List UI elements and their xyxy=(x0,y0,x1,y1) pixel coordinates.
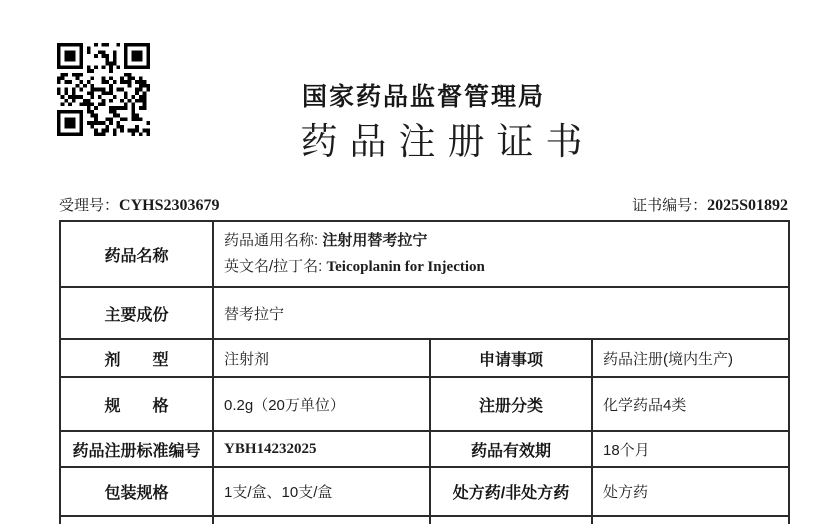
clipped-cell xyxy=(60,516,213,524)
table-row-dosage-form xyxy=(60,339,789,377)
acceptance-number-label: 受理号： xyxy=(59,197,120,214)
field-value-package-spec: 1支/盒、10支/盒 xyxy=(213,467,430,516)
field-label-specification: 规 格 xyxy=(60,377,213,431)
clipped-cell xyxy=(592,516,789,524)
certificate-number-value: 2025S01892 xyxy=(707,197,788,214)
table-row-drug-name xyxy=(60,221,789,287)
certificate-title-text: 药品注册证书 xyxy=(300,122,595,163)
field-value-dosage-form: 注射剂 xyxy=(213,339,430,377)
table-row-package xyxy=(60,467,789,516)
clipped-cell xyxy=(213,516,430,524)
acceptance-number xyxy=(59,196,219,216)
field-label-main-ingredients: 主要成份 xyxy=(60,287,213,339)
english-name-value: Teicoplanin for Injection xyxy=(326,259,485,275)
field-value-main-ingredients: 替考拉宁 xyxy=(213,287,789,339)
field-label-validity-period: 药品有效期 xyxy=(430,431,592,467)
field-label-application-item: 申请事项 xyxy=(430,339,592,377)
generic-name-label: 药品通用名称: xyxy=(224,232,323,249)
field-value-registration-category: 化学药品4类 xyxy=(592,377,789,431)
table-row-main-ingredients xyxy=(60,287,789,339)
field-label-standard-number: 药品注册标准编号 xyxy=(60,431,213,467)
english-name-line xyxy=(224,254,784,280)
field-label-prescription-type: 处方药/非处方药 xyxy=(430,467,592,516)
table-row-specification xyxy=(60,377,789,431)
english-name-label: 英文名/拉丁名: xyxy=(224,258,327,275)
field-value-prescription-type: 处方药 xyxy=(592,467,789,516)
certificate-number-label: 证书编号： xyxy=(632,197,708,214)
field-label-drug-name: 药品名称 xyxy=(60,221,213,287)
generic-name-line xyxy=(224,228,784,254)
acceptance-number-value: CYHS2303679 xyxy=(119,197,220,214)
field-value-specification: 0.2g（20万单位） xyxy=(213,377,430,431)
field-value-standard-number: YBH14232025 xyxy=(213,431,430,467)
table-row-standard-number xyxy=(60,431,789,467)
certificate-numbers-row xyxy=(59,196,788,216)
agency-name: 国家药品监督管理局 xyxy=(301,83,545,111)
field-label-registration-category: 注册分类 xyxy=(430,377,592,431)
field-value-drug-name xyxy=(213,221,789,287)
certificate-title xyxy=(59,120,788,166)
certificate-number xyxy=(632,196,788,216)
field-label-package-spec: 包装规格 xyxy=(60,467,213,516)
table-row-next-clipped xyxy=(60,516,789,524)
clipped-cell xyxy=(430,516,592,524)
field-value-application-item: 药品注册(境内生产) xyxy=(592,339,789,377)
certificate-table xyxy=(59,220,790,524)
field-value-validity-period: 18个月 xyxy=(592,431,789,467)
field-label-dosage-form: 剂 型 xyxy=(60,339,213,377)
generic-name-value: 注射用替考拉宁 xyxy=(322,232,428,249)
